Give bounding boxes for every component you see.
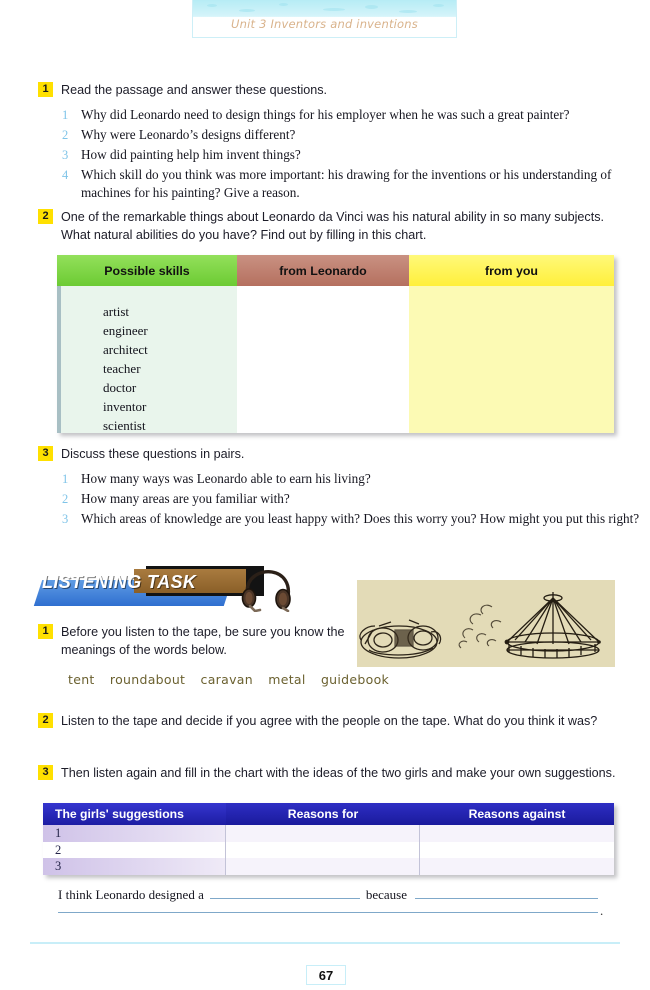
vocabulary-word: tent [68,672,95,687]
question-number: 2 [62,492,69,506]
question-number: 4 [62,168,69,182]
headphones-icon [238,568,294,612]
task-1-instruction: Read the passage and answer these questions. [61,83,328,97]
task-number-badge: 2 [38,713,53,728]
reasons-for-cell[interactable] [226,858,420,875]
column-header-possible-skills: Possible skills [57,255,237,286]
girls-chart-header-row [43,803,614,825]
answer-blank-1[interactable] [210,886,360,899]
skill-item: doctor [103,380,137,395]
possible-skills-chart [57,255,614,433]
question-text: How many areas are you familiar with? [81,491,290,506]
task-3-instruction: Discuss these questions in pairs. [61,447,245,461]
column-header-reasons-against: Reasons against [420,803,614,825]
question-text: Why were Leonardo’s designs different? [81,127,296,142]
reasons-against-cell[interactable] [420,842,614,859]
skill-item: scientist [103,418,146,433]
answer-blank-3[interactable] [58,912,598,913]
reasons-for-cell[interactable] [226,842,420,859]
table-row [43,858,614,875]
footer-divider [30,942,620,944]
column-header-from-leonardo: from Leonardo [237,255,409,286]
from-leonardo-answer-column[interactable] [237,286,409,433]
skill-item: architect [103,342,148,357]
girls-suggestions-chart [43,803,614,875]
row-number: 2 [55,842,62,857]
from-you-answer-column[interactable] [409,286,614,433]
answer-blank-2[interactable] [415,886,598,899]
task-3-discuss [38,446,628,464]
table-row [43,842,614,859]
listening-task-2 [38,713,628,731]
task-number-badge: 1 [38,624,53,639]
question-row [62,126,650,144]
question-row [62,490,650,508]
question-text: How did painting help him invent things? [81,147,301,162]
task-1-question-list [62,106,650,204]
question-number: 3 [62,148,69,162]
sentence-end-mark: . [600,903,604,918]
question-text: How many ways was Leonardo able to earn his living? [81,471,371,486]
task-1-reading [38,82,628,100]
skill-item: teacher [103,361,141,376]
unit-title: Unit 3 Inventors and inventions [231,17,418,31]
skills-chart-body [57,286,614,433]
column-header-from-you: from you [409,255,614,286]
suggestion-cell[interactable] [43,842,226,859]
vocabulary-word: guidebook [320,672,390,687]
question-number: 1 [62,472,69,486]
vocabulary-word-list [68,672,400,687]
unit-banner [192,0,457,38]
page-number: 67 [306,965,346,985]
task-3-question-list [62,470,650,530]
skills-list-column [57,286,237,433]
vocabulary-word: caravan [200,672,253,687]
column-header-girls-suggestions: The girls' suggestions [43,803,226,825]
question-text: Which skill do you think was more important: his drawing for the inventions or his understanding of machines for his painting? Give a reason. [81,167,612,200]
listening-task-3 [38,765,628,783]
vocabulary-word: metal [268,672,306,687]
row-number: 3 [55,859,62,874]
question-row [62,166,650,202]
task-number-badge: 2 [38,209,53,224]
question-text: Why did Leonardo need to design things for his employer when he was such a great painter? [81,107,570,122]
listening-task-3-instruction: Then listen again and fill in the chart with the ideas of the two girls and make your own suggestions. [61,766,616,780]
question-row [62,106,650,124]
table-row [43,825,614,842]
sentence-part-1: I think Leonardo designed a [58,887,204,902]
listening-task-1 [38,624,348,659]
suggestion-cell[interactable] [43,825,226,842]
skill-item: artist [103,304,129,319]
task-number-badge: 3 [38,446,53,461]
task-2-instruction: One of the remarkable things about Leonardo da Vinci was his natural ability in so many subjects. What natural abilities do you have? Find out by filling in this chart. [61,210,605,242]
task-2-chart-intro [38,209,628,244]
column-header-reasons-for: Reasons for [226,803,420,825]
question-text: Which areas of knowledge are you least happy with? Does this worry you? How might you put this right? [81,511,640,526]
question-number: 2 [62,128,69,142]
skills-chart-header-row [57,255,614,286]
listening-task-label: LISTENING TASK [42,572,197,592]
question-row [62,470,650,488]
suggestion-cell[interactable] [43,858,226,875]
question-number: 1 [62,108,69,122]
question-row [62,146,650,164]
reasons-against-cell[interactable] [420,858,614,875]
vocabulary-word: roundabout [109,672,186,687]
row-number: 1 [55,826,62,840]
task-number-badge: 3 [38,765,53,780]
reasons-against-cell[interactable] [420,825,614,842]
question-number: 3 [62,512,69,526]
sentence-part-2: because [365,887,407,902]
skill-item: engineer [103,323,148,338]
sentence-frame [58,886,598,903]
task-number-badge: 1 [38,82,53,97]
listening-task-1-instruction: Before you listen to the tape, be sure you know the meanings of the words below. [61,625,345,657]
listening-task-2-instruction: Listen to the tape and decide if you agree with the people on the tape. What do you think it was? [61,714,598,728]
question-row [62,510,650,528]
reasons-for-cell[interactable] [226,825,420,842]
da-vinci-sketch-image [357,580,615,667]
skill-item: inventor [103,399,147,414]
